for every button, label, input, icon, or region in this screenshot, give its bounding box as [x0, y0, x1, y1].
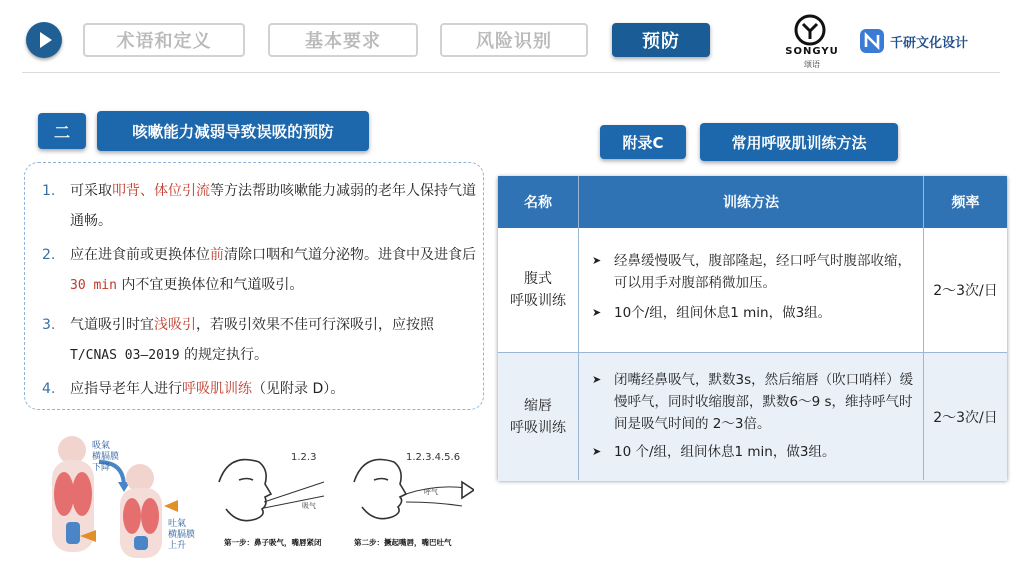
step1-caption: 第一步：鼻子吸气，嘴唇紧闭: [224, 538, 322, 547]
svg-text:1.2.3: 1.2.3: [291, 452, 317, 463]
appendix-title: 常用呼吸肌训练方法: [700, 123, 898, 161]
tab-risk-identification[interactable]: 风险识别: [440, 23, 588, 57]
header-name: 名称: [524, 195, 552, 211]
list-item: [42, 374, 472, 404]
header-divider: [22, 72, 1000, 73]
svg-text:横膈膜: 横膈膜: [168, 530, 196, 540]
table-row: [498, 352, 1007, 481]
training-name: 缩唇 呼吸训练: [510, 398, 566, 436]
list-item: [42, 176, 476, 236]
list-item-text: 应在进食前或更换体位前清除口咽和气道分泌物。进食中及进食后 30 min 内不宜更换体位和气道吸引。: [70, 247, 476, 293]
tab-prevention[interactable]: 预防: [612, 23, 710, 57]
list-item-number: 4.: [42, 381, 56, 397]
column-divider: [578, 176, 579, 480]
breathing-diagram: [44, 432, 474, 562]
table-row: [498, 228, 1007, 352]
songyu-logo-mark: [794, 14, 826, 46]
svg-text:上升: 上升: [168, 541, 187, 551]
step2-caption: 第二步：撅起嘴唇，嘴巴吐气: [354, 538, 452, 547]
training-method: [592, 228, 922, 352]
list-item: [42, 240, 476, 300]
face-inhale-sketch: [219, 460, 324, 521]
arrow-icon: ➤: [592, 445, 602, 458]
header-method: 训练方法: [723, 195, 779, 211]
face-exhale-sketch: [354, 460, 474, 519]
svg-text:吐氣: 吐氣: [168, 519, 187, 529]
list-item: [42, 310, 472, 370]
list-item-number: 1.: [42, 183, 56, 199]
breathing-training-table: [498, 176, 1007, 480]
method-bullet: ➤ 10 个/组，组间休息1 min，做3组。: [592, 441, 922, 463]
svg-text:下降: 下降: [92, 463, 111, 473]
songyu-logo-name: SONGYU: [785, 46, 839, 57]
list-item-text: 应指导老年人进行呼吸肌训练（见附录 D）。: [70, 381, 345, 397]
section-title: 咳嗽能力减弱导致误吸的预防: [97, 111, 369, 151]
training-name: 腹式 呼吸训练: [510, 271, 566, 309]
songyu-logo: [778, 14, 846, 70]
list-item-number: 2.: [42, 247, 56, 263]
arrow-icon: ➤: [592, 373, 602, 386]
column-divider: [923, 176, 924, 480]
svg-text:呼气: 呼气: [424, 488, 438, 496]
svg-text:吸氣: 吸氣: [92, 441, 111, 451]
tab-basic-requirements[interactable]: 基本要求: [268, 23, 418, 57]
training-method: [592, 353, 922, 481]
tab-terms-definitions[interactable]: 术语和定义: [83, 23, 245, 57]
training-frequency: 2～3次/日: [933, 410, 998, 426]
songyu-logo-sub: 颂语: [804, 60, 820, 69]
qianyan-logo-text: 千研文化设计: [890, 35, 969, 51]
arrow-icon: ➤: [592, 306, 602, 319]
method-bullet: ➤ 经鼻缓慢吸气，腹部隆起，经口呼气时腹部收缩，可以用手对腹部稍微加压。: [592, 250, 922, 294]
method-bullet: ➤ 10个/组，组间休息1 min，做3组。: [592, 302, 922, 324]
svg-text:横膈膜: 横膈膜: [92, 452, 120, 462]
section-number: 二: [38, 113, 86, 149]
list-item-number: 3.: [42, 317, 56, 333]
list-item-text: 可采取叩背、体位引流等方法帮助咳嗽能力减弱的老年人保持气道通畅。: [70, 183, 476, 229]
arrow-icon: ➤: [592, 254, 602, 267]
method-bullet: ➤ 闭嘴经鼻吸气，默数3s，然后缩唇（吹口哨样）缓慢呼气，同时收缩腹部，默数6～9 s，维持呼气时间是吸气时间的 2～3倍。: [592, 369, 922, 435]
svg-text:1.2.3.4.5.6: 1.2.3.4.5.6: [406, 452, 461, 463]
table-header: [498, 176, 1007, 228]
play-button[interactable]: [26, 22, 62, 58]
qianyan-logo: [860, 28, 968, 54]
training-frequency: 2～3次/日: [933, 283, 998, 299]
svg-text:吸气: 吸气: [302, 502, 316, 510]
breathing-illustration: [44, 432, 474, 562]
header-frequency: 频率: [951, 195, 980, 211]
appendix-tag: 附录C: [600, 125, 686, 159]
list-item-text: 气道吸引时宜浅吸引，若吸引效果不佳可行深吸引，应按照 T/CNAS 03—2019 的规定执行。: [70, 317, 434, 363]
qianyan-logo-icon: [860, 29, 884, 53]
